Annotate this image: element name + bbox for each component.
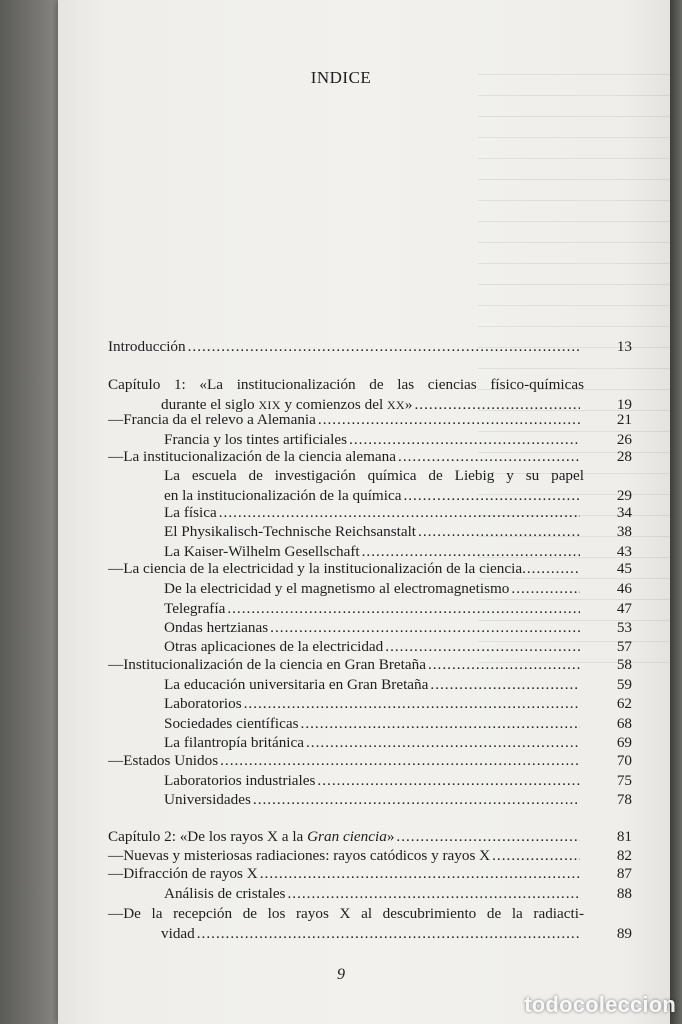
toc-entry	[164, 790, 632, 810]
toc-entry	[164, 466, 632, 506]
toc-entry-page: 38	[616, 523, 632, 540]
toc-entry	[164, 675, 632, 695]
toc-entry-title: Laboratorios	[164, 695, 242, 712]
toc-entry	[108, 447, 632, 467]
toc-entry-title: Capítulo 2: «De los rayos X a la Gran ciencia»	[108, 828, 395, 845]
toc-entry-capitulo-2	[108, 827, 632, 847]
leader-dots	[188, 337, 580, 357]
leader-dots	[219, 503, 580, 523]
leader-dots	[418, 522, 580, 542]
toc-entry-page: 58	[616, 656, 632, 673]
toc-entry-title: —Institucionalización de la ciencia en Gran Bretaña	[108, 656, 426, 673]
page-title: INDICE	[310, 68, 372, 87]
leader-dots	[220, 751, 580, 771]
toc-entry-page: 81	[616, 828, 632, 845]
toc-entry	[164, 618, 632, 638]
leader-dots	[398, 447, 580, 467]
leader-dots	[253, 790, 580, 810]
toc-entry-page: 87	[616, 865, 632, 882]
toc-entry-title: —La ciencia de la electricidad y la institucionalización de la ciencia	[108, 560, 523, 577]
toc-entry	[164, 694, 632, 714]
toc-entry-title-line1: Capítulo 1: «La institucionalización de las ciencias físico-químicas	[108, 376, 584, 393]
toc-entry	[164, 771, 632, 791]
toc-entry	[164, 599, 632, 619]
toc-entry-title: Laboratorios industriales	[164, 772, 316, 789]
toc-entry-page: 47	[616, 600, 632, 617]
leader-dots	[511, 579, 580, 599]
toc-entry-page: 68	[616, 715, 632, 732]
toc-entry-page: 69	[616, 734, 632, 751]
toc-entry	[164, 579, 632, 599]
toc-entry	[108, 655, 632, 675]
toc-entry	[164, 522, 632, 542]
toc-entry-title: El Physikalisch-Technische Reichsanstalt	[164, 523, 417, 540]
toc-entry-page: 88	[616, 885, 632, 902]
toc-entry-page: 45	[616, 560, 632, 577]
toc-entry-page: 21	[616, 411, 632, 428]
toc-entry-title: Universidades	[164, 791, 251, 808]
toc-entry	[164, 637, 632, 657]
toc-entry-title-line1: La escuela de investigación química de Liebig y su papel	[164, 467, 584, 484]
toc-entry-page: 34	[616, 504, 632, 521]
toc-entry	[164, 884, 632, 904]
toc-entry-page: 13	[616, 338, 632, 355]
toc-entry-title: La filantropía británica	[164, 734, 304, 751]
toc-entry	[164, 503, 632, 523]
leader-dots	[306, 733, 580, 753]
leader-dots	[287, 884, 580, 904]
leader-dots	[396, 827, 580, 847]
toc-entry-page: 59	[616, 676, 632, 693]
toc-entry-capitulo-1	[108, 375, 632, 415]
leader-dots	[428, 655, 580, 675]
leader-dots	[522, 559, 580, 579]
toc-entry-page: 26	[616, 431, 632, 448]
toc-entry-title: —Difracción de rayos X	[108, 865, 258, 882]
page-number: 9	[337, 966, 345, 983]
leader-dots	[227, 599, 580, 619]
toc-entry-title: Sociedades científicas	[164, 715, 299, 732]
toc-entry-title: —La institucionalización de la ciencia alemana	[108, 448, 397, 465]
toc-entry	[108, 846, 632, 866]
toc-entry-title: Telegrafía	[164, 600, 226, 617]
toc-entry	[164, 733, 632, 753]
toc-entry-title: durante el siglo XIX y comienzos del XX»	[161, 396, 413, 413]
toc-entry-page: 70	[616, 752, 632, 769]
toc-entry-page: 53	[616, 619, 632, 636]
leader-dots	[270, 618, 580, 638]
leader-dots	[260, 864, 580, 884]
leader-dots	[430, 675, 580, 695]
toc-entry-title: —Nuevas y misteriosas radiaciones: rayos catódicos y rayos X	[108, 847, 491, 864]
leader-dots	[244, 694, 580, 714]
toc-entry-title: La educación universitaria en Gran Bretaña	[164, 676, 429, 693]
toc-entry-title-line1: —De la recepción de los rayos X al descubrimiento de la radiacti-	[108, 905, 584, 922]
toc-entry-title: De la electricidad y el magnetismo al electromagnetismo	[164, 580, 510, 597]
leader-dots	[318, 410, 580, 430]
watermark-logo: todocoleccion	[524, 992, 676, 1017]
toc-entry-introduccion	[108, 337, 632, 357]
toc-entry-page: 57	[616, 638, 632, 655]
toc-entry-page: 43	[616, 543, 632, 560]
toc-entry	[164, 714, 632, 734]
toc-entry-page: 75	[616, 772, 632, 789]
toc-entry-page: 28	[616, 448, 632, 465]
toc-entry-page: 82	[616, 847, 632, 864]
toc-entry-title: —Francia da el relevo a Alemania	[108, 411, 316, 428]
toc-entry-page: 46	[616, 580, 632, 597]
toc-entry-page: 19	[616, 396, 632, 413]
toc-entry-page: 78	[616, 791, 632, 808]
toc-entry-title: Otras aplicaciones de la electricidad	[164, 638, 384, 655]
toc-entry-title: vidad	[161, 925, 195, 942]
toc-entry-title: Francia y los tintes artificiales	[164, 431, 348, 448]
toc-entry	[108, 751, 632, 771]
leader-dots	[385, 637, 580, 657]
toc-entry-title: —Estados Unidos	[108, 752, 219, 769]
leader-dots	[301, 714, 580, 734]
toc-entry-page: 29	[616, 487, 632, 504]
toc-entry-title: La física	[164, 504, 217, 521]
toc-entry-page: 89	[616, 925, 632, 942]
toc-entry-title: en la institucionalización de la química	[164, 487, 402, 504]
toc-entry	[108, 410, 632, 430]
toc-entry-title: La Kaiser-Wilhelm Gesellschaft	[164, 543, 360, 560]
toc-entry	[108, 864, 632, 884]
toc-entry-title: Análisis de cristales	[164, 885, 286, 902]
toc-entry-title: Introducción	[108, 338, 186, 355]
leader-dots	[197, 924, 580, 944]
leader-dots	[492, 846, 580, 866]
toc-entry-title: Ondas hertzianas	[164, 619, 269, 636]
toc-entry-page: 62	[616, 695, 632, 712]
toc-entry	[108, 904, 632, 944]
leader-dots	[317, 771, 580, 791]
toc-entry	[108, 559, 632, 579]
